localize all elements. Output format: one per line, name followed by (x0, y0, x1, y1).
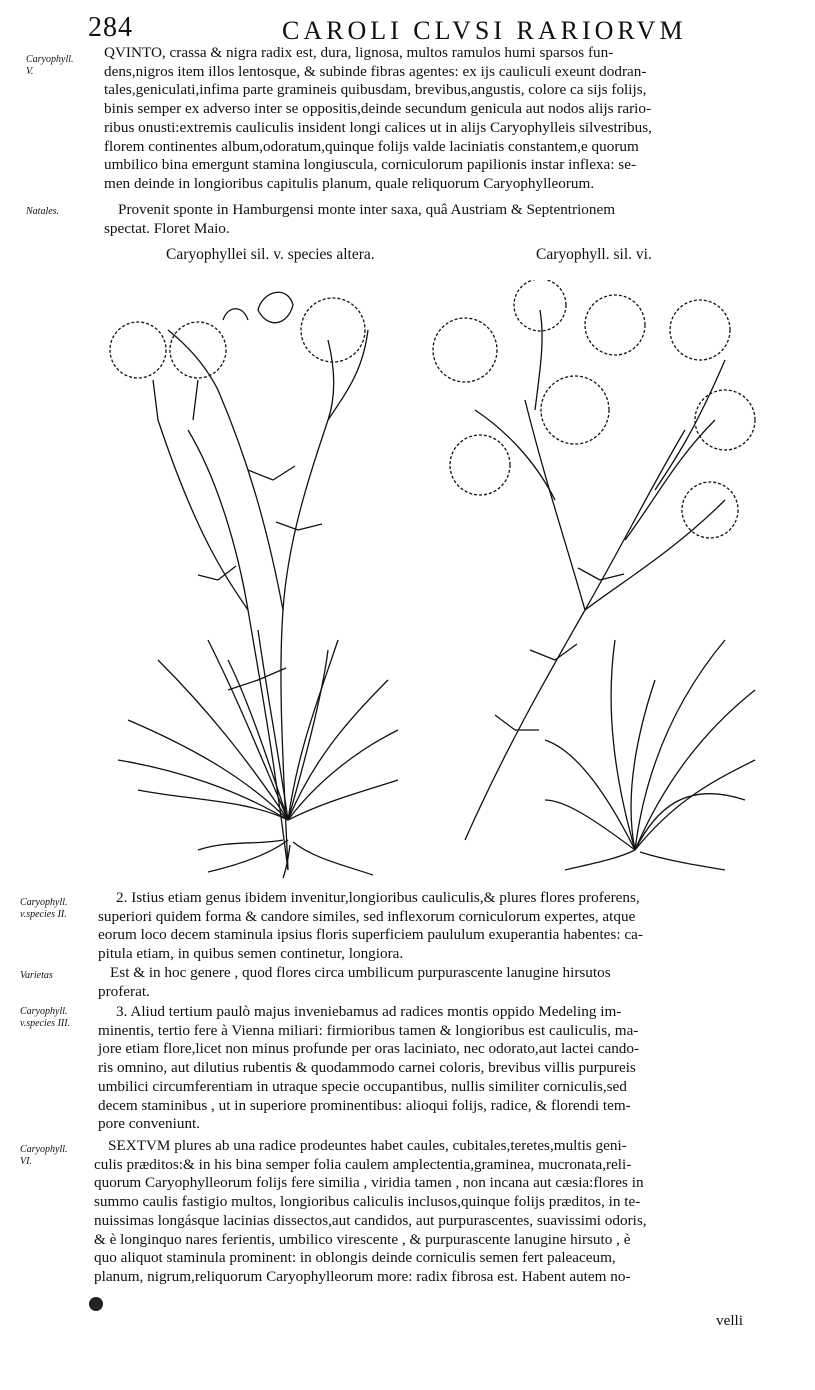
text-line: & è longinquo nares ferientis, umbilico virescente , & purpurascente lanugine hirsuto , è (94, 1230, 631, 1248)
margin-note-line: VI. (20, 1156, 32, 1167)
text-line: culis præditos:& in his bina semper folia caulem amplectentia,graminea, mucronata,reli- (94, 1155, 632, 1173)
paragraph-natales (104, 201, 616, 238)
margin-note-line: Caryophyll. (20, 897, 68, 908)
paragraph-varietas (98, 964, 611, 1001)
page-number: 284 (88, 12, 133, 43)
text-line: superiori quidem forma & candore similes, sed inflexorum corniculorum expertes, atque (98, 907, 636, 925)
text-line: ribus onusti:extremis cauliculis insident longi calices ut in alijs Caryophylleis silvestribus, (104, 118, 652, 136)
text-line: 3. Aliud tertium paulò majus inveniebamus ad radices montis oppido Medeling im- (116, 1003, 622, 1020)
text-line: binis semper ex adverso inter se oppositis,deinde secundum genicula aut nodos alijs rario- (104, 100, 652, 118)
margin-note-line: Caryophyll. (20, 1006, 68, 1017)
text-line: men deinde in longioribus capitulis planum, quale reliquorum Caryophylleorum. (104, 174, 595, 192)
paragraph-quinto (104, 44, 652, 194)
text-line: florem continentes album,odoratum,quinque folijs valde laciniatis constantem,e quorum (104, 137, 639, 155)
text-line: planum, nigrum,reliquorum Caryophylleorum more: radix fibrosa est. Habent autem no- (94, 1267, 631, 1285)
text-line: eorum loco decem staminula ipsius floris superficiem paululum exuperantia habentes: ca- (98, 926, 643, 944)
text-line: dens,nigros item illos lentosque, & subinde fibras agentes: ex ijs cauliculi exeunt dodran- (104, 62, 647, 80)
text-line: pore conveniunt. (98, 1115, 201, 1133)
text-line: summo caulis fastigio multos, longioribus caliculis inclusos,quinque folijs præditos, in te- (94, 1193, 641, 1211)
paragraph-species-ii (98, 889, 643, 964)
woodcut-dianthus-v-altera (98, 280, 403, 880)
margin-note-species-iii (20, 1006, 70, 1030)
catchword: velli (716, 1312, 743, 1329)
margin-note-line: Varietas (20, 970, 53, 981)
text-line: tales,geniculati,infima parte gramineis quibusdam, brevibus,angustis, colore ca sijs folijs, (104, 81, 647, 99)
margin-note-line: Natales. (26, 206, 60, 217)
woodcut-dianthus-vi (425, 280, 760, 875)
running-title: CAROLI CLVSI RARIORVM (282, 16, 687, 45)
ink-blot (89, 1297, 103, 1311)
text-line: Provenit sponte in Hamburgensi monte inter saxa, quâ Austriam & Septentrionem (118, 201, 616, 218)
text-line: nuissimas longásque lacinias dissectos,aut candidos, aut purpurascentes, suavissimi odoris, (94, 1211, 647, 1229)
text-line: pitula etiam, in quibus semen continetur, longiora. (98, 945, 404, 963)
text-line: umbilico bina emergunt stamina longiuscula, corniculorum papilionis instar inflexa: se- (104, 156, 637, 174)
paragraph-species-iii (98, 1003, 639, 1134)
margin-note-species-ii (20, 897, 68, 921)
margin-note-line: V. (26, 66, 34, 77)
text-line: Est & in hoc genere , quod flores circa umbilicum purpurascente lanugine hirsutos (110, 964, 611, 981)
margin-note-quinto (26, 54, 74, 78)
text-line: SEXTVM plures ab una radice prodeuntes habet caules, cubitales,teretes,multis geni- (108, 1137, 627, 1154)
text-line: quorum Caryophylleorum folijs fere similia , viridia tamen , non incana aut cæsia:flores in (94, 1174, 644, 1192)
margin-note-line: Caryophyll. (26, 54, 74, 65)
text-line: ris omnino, aut dilutius rubentis & quodammodo carnei coloris, brevibus villis purpureis (98, 1059, 636, 1077)
text-line: 2. Istius etiam genus ibidem invenitur,longioribus cauliculis,& plures flores proferens, (116, 889, 640, 906)
margin-note-line: v.species II. (20, 909, 67, 920)
text-line: QVINTO, crassa & nigra radix est, dura, lignosa, multos ramulos humi sparsos fun- (104, 44, 614, 61)
margin-note-line: Caryophyll. (20, 1144, 68, 1155)
figure-caption-left: Caryophyllei sil. v. species altera. (166, 246, 375, 263)
margin-note-line: v.species III. (20, 1018, 71, 1029)
text-line: spectat. Floret Maio. (104, 219, 230, 237)
text-line: jore etiam flore,licet non minus profunde per oras laciniato, nec odorato,aut lactei cando- (98, 1040, 640, 1058)
text-line: quo aliquot staminula prominent: in oblongis deinde corniculis semen fert paleaceum, (94, 1249, 616, 1267)
text-line: minentis, tertio fere à Vienna miliari: firmioribus tamen & longioribus est cauliculis, ma- (98, 1021, 639, 1039)
margin-note-sextum (20, 1144, 68, 1168)
margin-note-varietas (20, 970, 53, 982)
text-line: proferat. (98, 982, 150, 1000)
margin-note-natales (26, 206, 59, 218)
paragraph-sextum (94, 1137, 647, 1287)
figure-caption-right: Caryophyll. sil. vi. (536, 246, 652, 263)
text-line: umbilici circumferentiam in utraque specie occupantibus, nullis similiter corniculis,sed (98, 1077, 627, 1095)
text-line: decem staminibus , ut in superiore prominentibus: alioqui folijs, radice, & florendi tem- (98, 1096, 631, 1114)
